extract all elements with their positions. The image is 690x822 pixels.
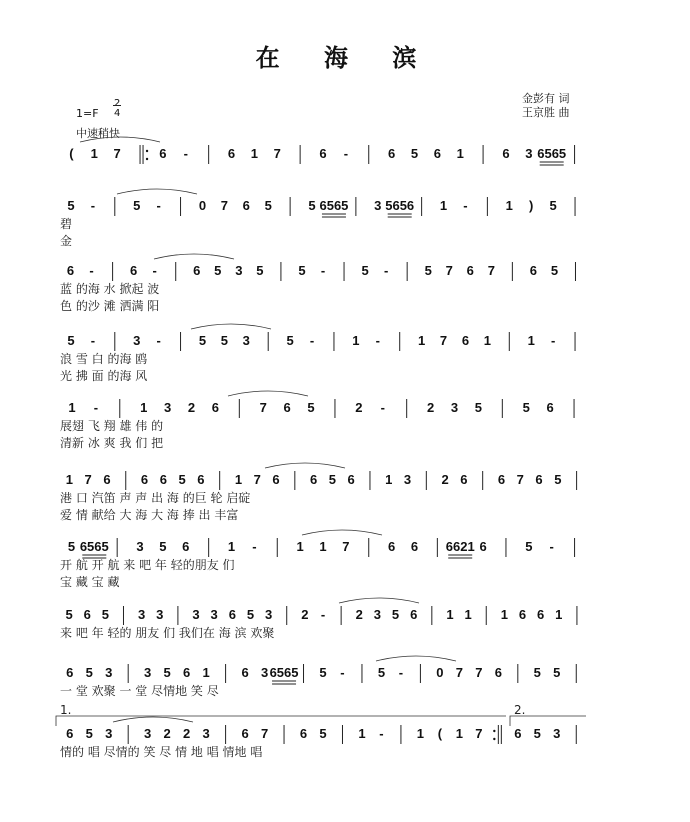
volta-1-bracket <box>56 716 506 726</box>
note: 6 <box>299 726 308 741</box>
note: 6 <box>211 400 220 415</box>
note: 3 <box>163 400 172 415</box>
slur <box>376 656 456 661</box>
note: 3 <box>105 726 113 741</box>
note: 6 <box>309 472 318 487</box>
note: 1 <box>68 400 76 415</box>
note: 7 <box>253 472 261 487</box>
note: 1 <box>527 333 535 348</box>
note: 2 <box>441 472 449 487</box>
lyric-line: 港 口 汽笛 声 声 出 海 的巨 轮 启碇 <box>60 491 251 505</box>
note: 2 <box>183 726 191 741</box>
lyricist-credit: 金彭有 词 <box>522 92 570 105</box>
note: 6 <box>410 607 418 622</box>
lyric-line: 光 拂 面 的海 风 <box>60 369 148 383</box>
lyric-line: 蓝 的海 水 掀起 波 <box>60 282 160 296</box>
note: 3 <box>156 607 164 622</box>
slur <box>302 530 382 535</box>
note: 6 <box>537 607 545 622</box>
note: 3 <box>192 607 200 622</box>
note: - <box>156 333 161 348</box>
note: 3 <box>235 263 243 278</box>
note: 1 <box>140 400 148 415</box>
note: 5 <box>101 607 109 622</box>
time-signature-bottom: 4 <box>114 108 121 119</box>
note: 7 <box>475 665 483 680</box>
note: 3 <box>374 198 382 213</box>
note: 6 <box>197 472 205 487</box>
note: 5 <box>286 333 294 348</box>
slur <box>191 324 271 329</box>
note: 3 <box>525 146 533 161</box>
note: - <box>320 607 326 622</box>
note: - <box>549 539 554 554</box>
note: 6 <box>159 146 167 161</box>
note: 3 <box>553 726 561 741</box>
note: 5 <box>65 607 73 622</box>
note: 5 <box>220 333 228 348</box>
note: 0 <box>198 198 207 213</box>
note: - <box>383 263 389 278</box>
volta-1-label: 1. <box>60 703 72 717</box>
slur <box>80 137 160 142</box>
note: 6 <box>228 607 236 622</box>
note: 6 <box>66 263 75 278</box>
note: 6 <box>130 263 138 278</box>
note: 1 <box>439 198 448 213</box>
note: 5 <box>163 665 171 680</box>
note: 7 <box>445 263 453 278</box>
note: 5 <box>391 607 400 622</box>
note: 5 <box>533 726 541 741</box>
note: 5 <box>319 726 327 741</box>
note: ( <box>437 726 443 741</box>
note: - <box>89 263 94 278</box>
note: - <box>380 400 385 415</box>
note: 1 <box>555 607 563 622</box>
note: 6 <box>272 472 280 487</box>
note: 1 <box>483 333 491 348</box>
note: 1 <box>319 539 327 554</box>
repeat-dot <box>493 738 495 740</box>
note: - <box>90 333 96 348</box>
note: 1 <box>385 472 393 487</box>
note: 6 <box>242 198 250 213</box>
note: 5 <box>256 263 264 278</box>
note: 5 <box>533 665 541 680</box>
note: 1 <box>446 607 454 622</box>
note: - <box>375 333 380 348</box>
note: - <box>340 665 345 680</box>
note: 7 <box>273 146 281 161</box>
note: 5 <box>264 198 272 213</box>
note: 6 <box>494 665 502 680</box>
lyric-line: 色 的沙 滩 洒满 阳 <box>60 299 160 313</box>
lyric-line: 情的 唱 尽情的 笑 尽 情 地 唱 情地 唱 <box>60 745 263 759</box>
note: 5 <box>85 726 93 741</box>
note: - <box>343 146 349 161</box>
note: 5 <box>328 472 337 487</box>
note: 6 <box>410 539 419 554</box>
note: 1 <box>90 146 98 161</box>
song-title: 在 海 滨 <box>255 43 435 72</box>
note: 0 <box>436 665 444 680</box>
lyric-line: 宝 藏 宝 藏 <box>60 575 120 589</box>
slur <box>117 189 197 194</box>
note: 5 <box>410 146 419 161</box>
slur <box>228 391 308 396</box>
note: 1 <box>418 333 426 348</box>
note: 6 <box>387 539 396 554</box>
note: ( <box>69 146 74 161</box>
note: 3 <box>264 607 273 622</box>
slur <box>265 463 345 468</box>
note: 5 <box>553 665 561 680</box>
note: 5 <box>298 263 306 278</box>
lyric-line: 一 堂 欢聚 一 堂 尽情地 笑 尽 <box>60 684 219 698</box>
note: 7 <box>516 472 524 487</box>
note: 5 <box>307 400 315 415</box>
note: 1 <box>202 665 210 680</box>
note: 6621 <box>445 539 475 554</box>
note: 5 <box>198 333 207 348</box>
note: 6 <box>66 726 74 741</box>
note: 3 <box>210 607 218 622</box>
note: 3 <box>202 726 210 741</box>
note: 2 <box>426 400 435 415</box>
note: 2 <box>187 400 196 415</box>
lyric-line: 浪 雪 白 的海 鸥 <box>60 352 148 366</box>
note: 1 <box>65 472 74 487</box>
note: 6565 <box>269 665 299 680</box>
note: 5656 <box>385 198 415 213</box>
note: 3 <box>260 665 269 680</box>
note: 1 <box>358 726 366 741</box>
note: 2 <box>355 607 363 622</box>
note: 2 <box>355 400 363 415</box>
note: 6 <box>546 400 554 415</box>
volta-2-label: 2. <box>514 703 526 717</box>
note: 5 <box>361 263 369 278</box>
note: 6 <box>535 472 543 487</box>
note: 1 <box>505 198 513 213</box>
note: 6 <box>66 665 74 680</box>
note: 6565 <box>537 146 567 161</box>
note: 7 <box>487 263 495 278</box>
note: 1 <box>500 607 508 622</box>
repeat-dot <box>146 158 148 160</box>
note: 5 <box>525 539 533 554</box>
note: 1 <box>227 539 236 554</box>
lyric-line: 爱 情 献给 大 海 大 海 捧 出 丰富 <box>60 508 239 522</box>
note: 6 <box>466 263 474 278</box>
note: 6 <box>283 400 291 415</box>
note: 6 <box>529 263 538 278</box>
note: 7 <box>220 198 228 213</box>
note: 6 <box>460 472 468 487</box>
note: 6 <box>497 472 506 487</box>
note: 6 <box>182 539 190 554</box>
note: 1 <box>296 539 304 554</box>
note: - <box>183 146 188 161</box>
note: 3 <box>242 333 250 348</box>
note: 5 <box>67 333 75 348</box>
repeat-dot <box>146 150 148 152</box>
note: 2 <box>163 726 171 741</box>
note: 5 <box>319 665 327 680</box>
note: 3 <box>144 726 152 741</box>
note: 1 <box>464 607 472 622</box>
note: 5 <box>133 198 141 213</box>
note: 6 <box>183 665 191 680</box>
note: 7 <box>439 333 448 348</box>
note: 1 <box>352 333 360 348</box>
note: ) <box>529 198 534 213</box>
note: 7 <box>259 400 267 415</box>
note: - <box>152 263 157 278</box>
note: 3 <box>373 607 382 622</box>
tempo-marking: 中速稍快 <box>76 127 120 140</box>
note: 3 <box>105 665 113 680</box>
note: - <box>93 400 99 415</box>
note: - <box>379 726 384 741</box>
note: 5 <box>214 263 222 278</box>
note: 6 <box>514 726 522 741</box>
note: - <box>252 539 257 554</box>
note: 6 <box>518 607 527 622</box>
note: 1 <box>416 726 425 741</box>
note: 5 <box>549 198 557 213</box>
repeat-dot <box>493 730 495 732</box>
note: 7 <box>455 665 463 680</box>
note: 6 <box>241 726 249 741</box>
note: - <box>463 198 468 213</box>
note: 6 <box>433 146 441 161</box>
note: 6565 <box>79 539 109 554</box>
note: 5 <box>67 539 76 554</box>
note: 6565 <box>319 198 349 213</box>
note: 6 <box>319 146 327 161</box>
note: 7 <box>113 146 121 161</box>
note: 2 <box>301 607 309 622</box>
note: 6 <box>461 333 470 348</box>
note: 5 <box>159 539 167 554</box>
time-signature-top: 2 <box>114 98 121 109</box>
lyric-line: 来 吧 年 轻的 朋友 们 我们在 海 滨 欢聚 <box>60 626 275 640</box>
note: 6 <box>502 146 510 161</box>
lyric-line: 金 <box>60 234 73 248</box>
note: 6 <box>140 472 149 487</box>
note: 1 <box>234 472 243 487</box>
lyric-line: 展翅 飞 翔 雄 伟 的 <box>60 419 164 433</box>
lyric-line: 碧 <box>60 217 73 231</box>
note: 3 <box>133 333 141 348</box>
note: 5 <box>522 400 530 415</box>
note: 6 <box>103 472 111 487</box>
note: 3 <box>403 472 412 487</box>
composer-credit: 王京胜 曲 <box>522 106 570 119</box>
note: 6 <box>227 146 236 161</box>
note: 5 <box>550 263 559 278</box>
note: 7 <box>475 726 483 741</box>
note: 5 <box>554 472 562 487</box>
note: 1 <box>455 726 463 741</box>
note: 6 <box>159 472 167 487</box>
note: 6 <box>347 472 355 487</box>
note: 5 <box>377 665 386 680</box>
lyric-line: 清新 冰 爽 我 们 把 <box>60 436 164 450</box>
note: - <box>398 665 404 680</box>
note: 6 <box>479 539 487 554</box>
note: - <box>156 198 161 213</box>
note: 3 <box>136 539 144 554</box>
slur <box>154 254 234 259</box>
note: 3 <box>144 665 152 680</box>
note: 5 <box>85 665 93 680</box>
note: 7 <box>84 472 92 487</box>
note: 5 <box>67 198 75 213</box>
volta-2-bracket <box>510 716 586 726</box>
note: 7 <box>342 539 350 554</box>
note: 3 <box>450 400 459 415</box>
note: - <box>550 333 556 348</box>
note: 5 <box>178 472 186 487</box>
slur <box>339 598 419 603</box>
note: 5 <box>308 198 316 213</box>
slur <box>113 717 193 722</box>
note: 5 <box>424 263 432 278</box>
note: 6 <box>193 263 201 278</box>
note: 6 <box>83 607 91 622</box>
note: 5 <box>246 607 255 622</box>
note: 3 <box>138 607 146 622</box>
key-signature: 1=F <box>76 107 99 120</box>
note: 1 <box>456 146 464 161</box>
note: 5 <box>474 400 483 415</box>
lyric-line: 开 航 开 航 来 吧 年 轻的朋友 们 <box>60 558 235 572</box>
note: - <box>309 333 315 348</box>
note: 7 <box>260 726 269 741</box>
note: 1 <box>250 146 259 161</box>
note: 6 <box>387 146 396 161</box>
note: - <box>90 198 96 213</box>
note: 6 <box>241 665 249 680</box>
note: - <box>320 263 326 278</box>
